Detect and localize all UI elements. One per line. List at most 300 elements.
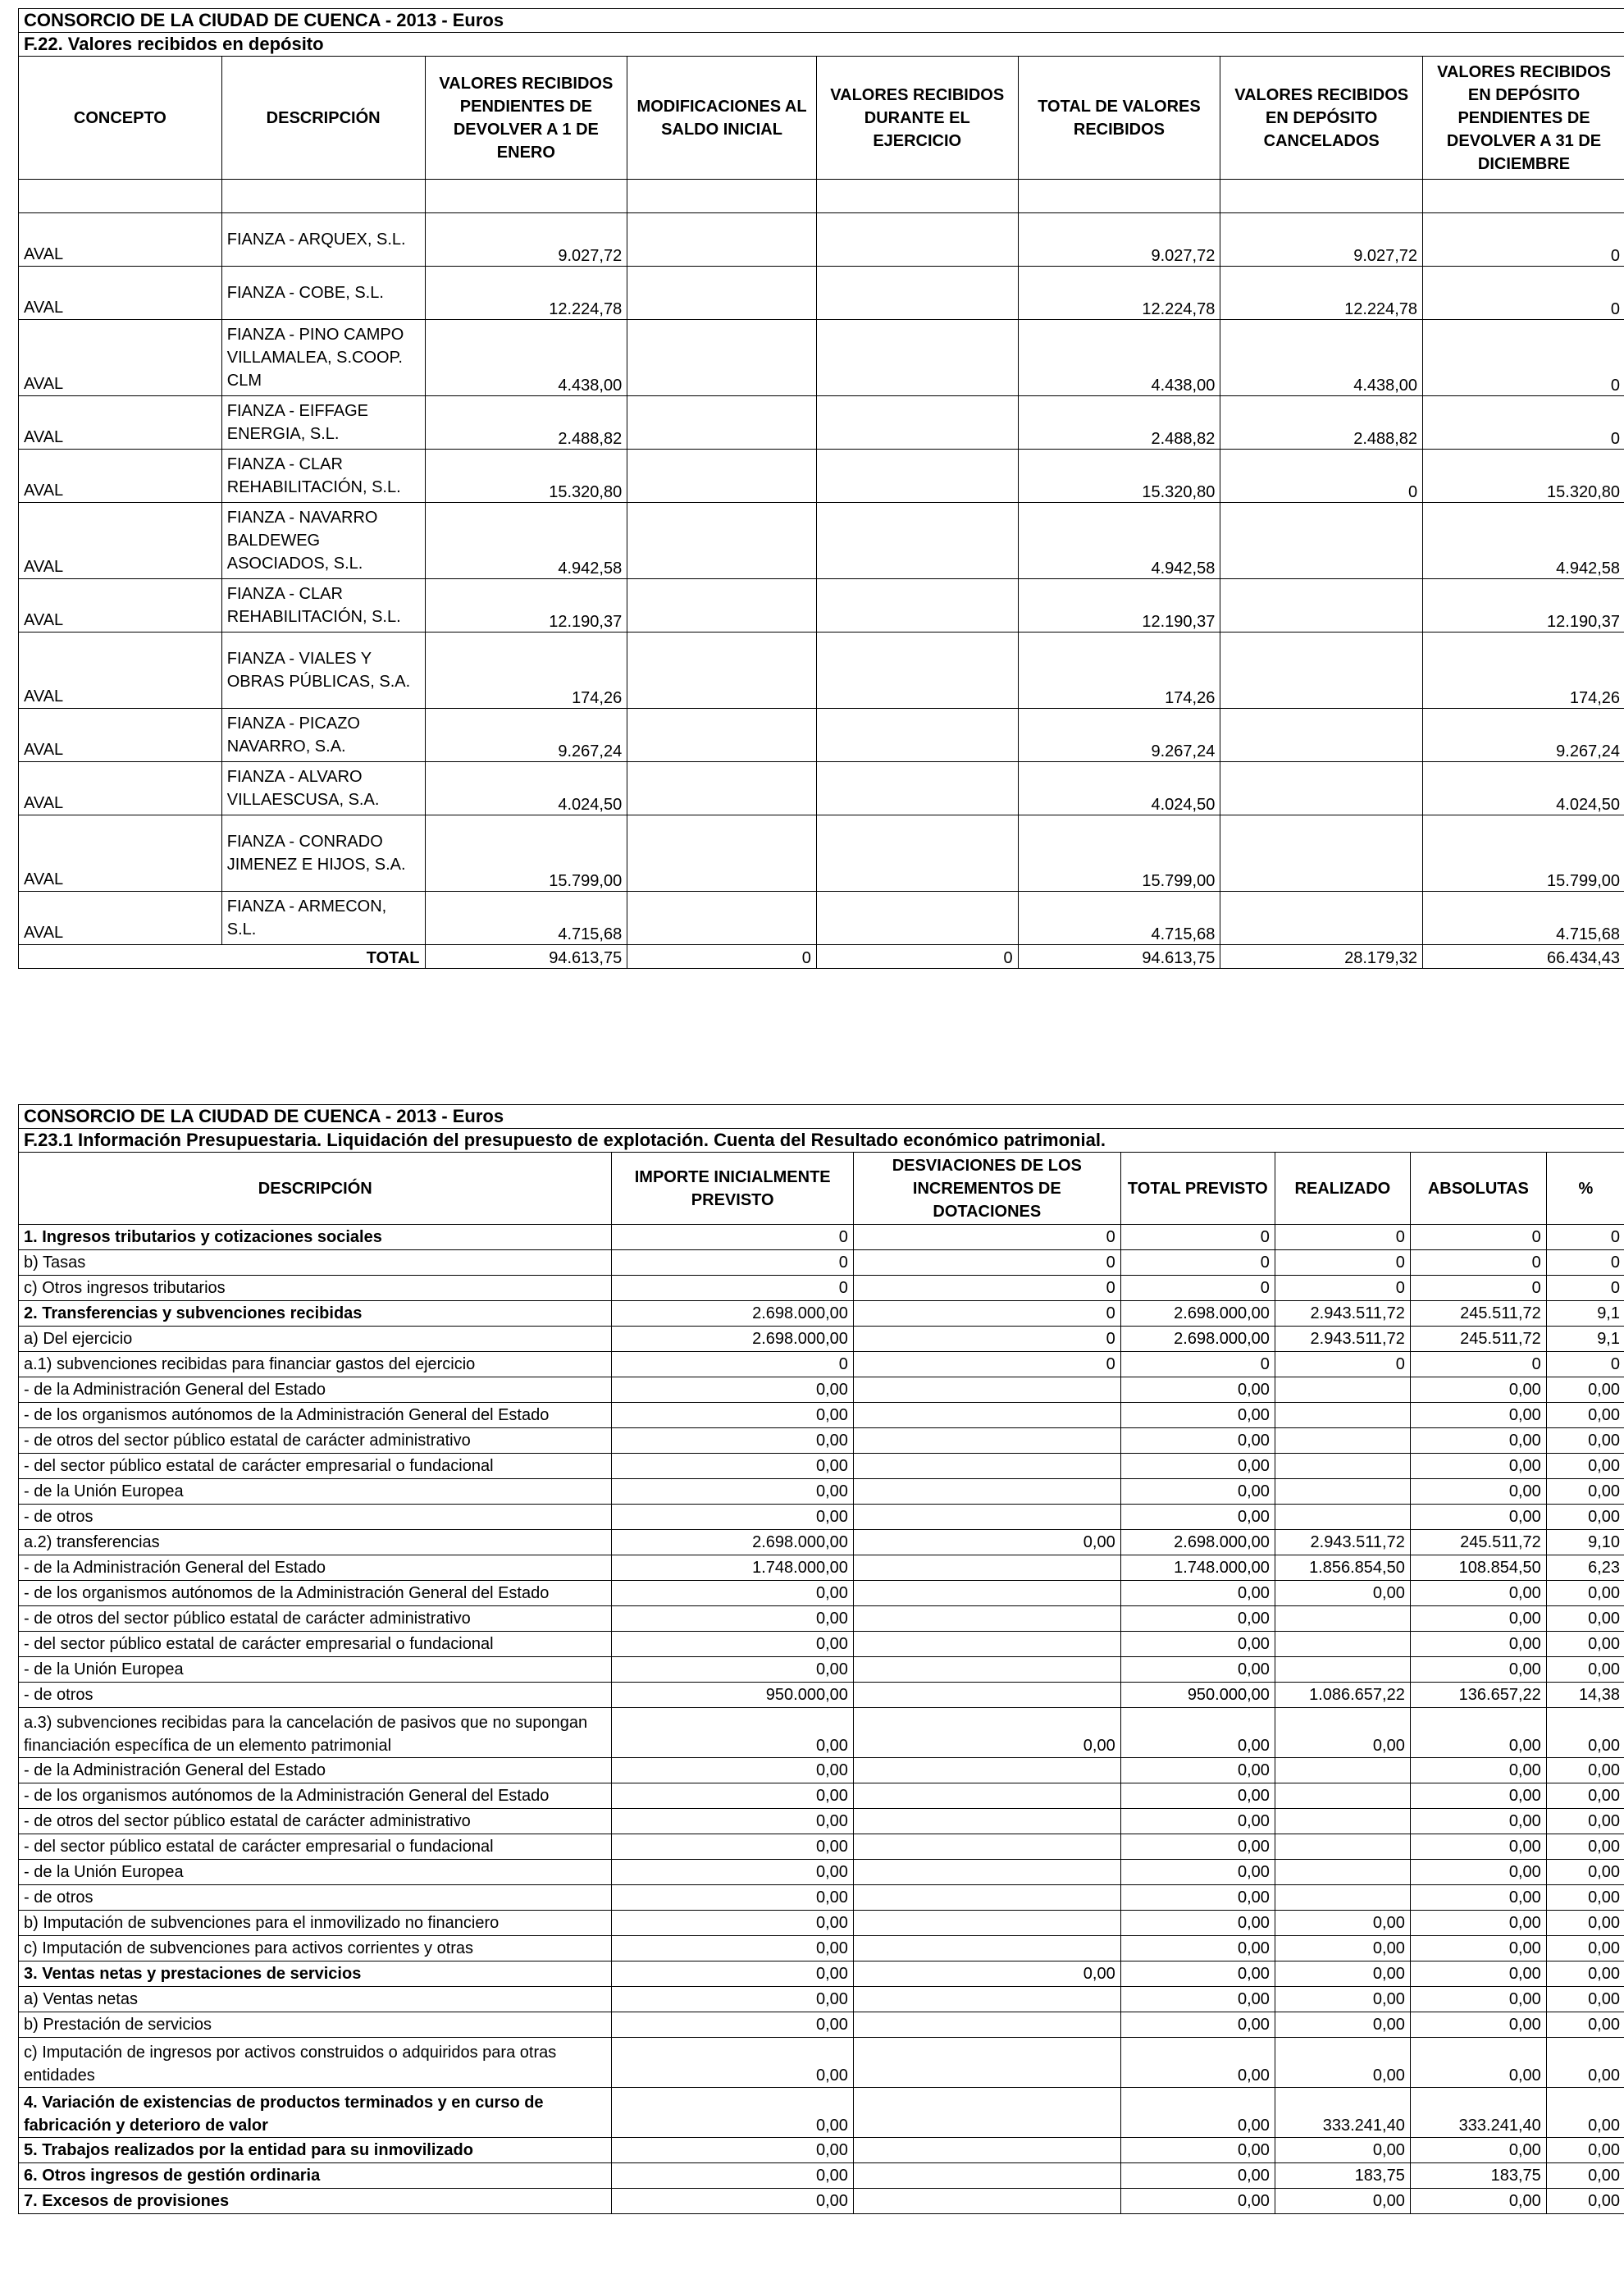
amount-cell: 0,00 [1410,1758,1546,1783]
amount-cell [853,2038,1120,2088]
amount-cell [1220,579,1423,633]
amount-cell: 174,26 [1423,633,1624,709]
table-row [19,1301,1624,1327]
amount-cell [816,815,1018,892]
amount-cell: 0 [1275,1250,1410,1276]
amount-cell: 0 [1410,1250,1546,1276]
amount-cell: 0 [1423,213,1624,267]
amount-cell: 6,23 [1546,1555,1624,1581]
amount-cell: 14,38 [1546,1683,1624,1708]
amount-cell: 0 [612,1276,853,1301]
amount-cell: 0,00 [1120,2189,1275,2214]
amount-cell: 0,00 [612,1632,853,1657]
amount-cell: 15.320,80 [425,450,627,503]
amount-cell: 0,00 [1410,1885,1546,1911]
amount-cell [1275,1758,1410,1783]
amount-cell: 0,00 [1120,1961,1275,1987]
amount-cell: 950.000,00 [1120,1683,1275,1708]
amount-cell: 0,00 [1120,2138,1275,2163]
amount-cell [853,2012,1120,2038]
amount-cell: 0,00 [1120,1911,1275,1936]
amount-cell: 0 [612,1352,853,1377]
table2-header-row [19,1153,1624,1225]
amount-cell: 0,00 [1410,1708,1546,1758]
amount-cell: 0,00 [1546,1454,1624,1479]
descripcion-cell: FIANZA - CLAR REHABILITACIÓN, S.L. [221,450,425,503]
col-header: TOTAL PREVISTO [1120,1153,1275,1225]
amount-cell: 9,1 [1546,1327,1624,1352]
descripcion-cell: - de otros [19,1683,612,1708]
amount-cell: 1.748.000,00 [1120,1555,1275,1581]
amount-cell [853,2163,1120,2189]
table-row [19,1479,1624,1505]
amount-cell: 0,00 [612,1505,853,1530]
amount-cell: 0,00 [612,1834,853,1860]
descripcion-cell: - del sector público estatal de carácter empresarial o fundacional [19,1632,612,1657]
amount-cell: 0,00 [612,1377,853,1403]
amount-cell: 4.715,68 [425,892,627,945]
amount-cell: 0 [1423,320,1624,396]
amount-cell: 15.799,00 [1018,815,1220,892]
amount-cell: 0,00 [1410,2038,1546,2088]
amount-cell: 0,00 [1120,2038,1275,2088]
amount-cell: 0,00 [612,2088,853,2138]
amount-cell: 0,00 [1120,2012,1275,2038]
col-header: MODIFICACIONES AL SALDO INICIAL [627,57,817,180]
col-header: VALORES RECIBIDOS EN DEPÓSITO PENDIENTES DE DEVOLVER A 31 DE DICIEMBRE [1423,57,1624,180]
table-row [19,1606,1624,1632]
table-row [19,503,1624,579]
col-header: % [1546,1153,1624,1225]
amount-cell: 183,75 [1275,2163,1410,2189]
amount-cell: 4.438,00 [425,320,627,396]
amount-cell [1275,1403,1410,1428]
table-row [19,1428,1624,1454]
descripcion-cell: FIANZA - EIFFAGE ENERGIA, S.L. [221,396,425,450]
amount-cell: 0,00 [1410,1936,1546,1961]
amount-cell: 333.241,40 [1275,2088,1410,2138]
amount-cell [1220,762,1423,815]
amount-cell: 0,00 [1275,2012,1410,2038]
concepto-cell: AVAL [19,892,222,945]
total-amount-cell: 94.613,75 [1018,945,1220,969]
col-header: REALIZADO [1275,1153,1410,1225]
table1-spacer-row [19,180,1624,213]
amount-cell [627,396,817,450]
table-row [19,1911,1624,1936]
amount-cell: 0,00 [612,1936,853,1961]
table-row [19,1708,1624,1758]
amount-cell [627,762,817,815]
amount-cell [627,213,817,267]
amount-cell: 0,00 [1275,1936,1410,1961]
table2-title: CONSORCIO DE LA CIUDAD DE CUENCA - 2013 - Euros [19,1105,1624,1129]
amount-cell: 0 [1120,1225,1275,1250]
amount-cell [1220,503,1423,579]
amount-cell: 0 [1410,1352,1546,1377]
amount-cell: 9.267,24 [425,709,627,762]
amount-cell: 4.942,58 [425,503,627,579]
amount-cell: 0,00 [1546,1987,1624,2012]
amount-cell: 12.224,78 [1018,267,1220,320]
amount-cell: 9,10 [1546,1530,1624,1555]
amount-cell: 0 [1546,1352,1624,1377]
descripcion-cell: b) Imputación de subvenciones para el inmovilizado no financiero [19,1911,612,1936]
descripcion-cell: - del sector público estatal de carácter empresarial o fundacional [19,1834,612,1860]
table-row [19,1936,1624,1961]
amount-cell: 0,00 [1120,1581,1275,1606]
descripcion-cell: c) Imputación de ingresos por activos construidos o adquiridos para otras entidades [19,2038,612,2088]
concepto-cell: AVAL [19,213,222,267]
amount-cell [853,2189,1120,2214]
amount-cell: 0 [1120,1250,1275,1276]
table-row [19,2163,1624,2189]
table-row [19,1530,1624,1555]
amount-cell: 0,00 [1546,2189,1624,2214]
descripcion-cell: b) Tasas [19,1250,612,1276]
amount-cell: 4.715,68 [1018,892,1220,945]
total-amount-cell: 28.179,32 [1220,945,1423,969]
amount-cell [853,1479,1120,1505]
amount-cell: 0,00 [1410,1403,1546,1428]
amount-cell: 0,00 [1120,1834,1275,1860]
descripcion-cell: a.1) subvenciones recibidas para financiar gastos del ejercicio [19,1352,612,1377]
table-row [19,1352,1624,1377]
amount-cell: 0,00 [612,1809,853,1834]
col-header: DESCRIPCIÓN [221,57,425,180]
descripcion-cell: b) Prestación de servicios [19,2012,612,2038]
amount-cell: 0,00 [1120,1987,1275,2012]
amount-cell: 12.190,37 [1423,579,1624,633]
table-row [19,1834,1624,1860]
amount-cell: 0,00 [1546,1860,1624,1885]
amount-cell [627,815,817,892]
amount-cell: 4.024,50 [1423,762,1624,815]
amount-cell: 12.190,37 [425,579,627,633]
descripcion-cell: FIANZA - PICAZO NAVARRO, S.A. [221,709,425,762]
amount-cell: 0 [853,1225,1120,1250]
amount-cell: 15.320,80 [1018,450,1220,503]
descripcion-cell: - de los organismos autónomos de la Administración General del Estado [19,1783,612,1809]
amount-cell: 0,00 [1410,1783,1546,1809]
table-row [19,762,1624,815]
descripcion-cell: - de la Administración General del Estado [19,1377,612,1403]
amount-cell [1275,1783,1410,1809]
amount-cell: 0,00 [1546,1758,1624,1783]
amount-cell: 0,00 [1546,1783,1624,1809]
total-label: TOTAL [19,945,426,969]
amount-cell [816,633,1018,709]
amount-cell: 2.698.000,00 [612,1530,853,1555]
table-row [19,1961,1624,1987]
descripcion-cell: FIANZA - ALVARO VILLAESCUSA, S.A. [221,762,425,815]
table1-subtitle: F.22. Valores recibidos en depósito [19,33,1624,57]
amount-cell: 0,00 [1120,1936,1275,1961]
amount-cell [816,396,1018,450]
amount-cell: 0,00 [612,1758,853,1783]
amount-cell: 0,00 [1275,1708,1410,1758]
amount-cell: 0 [1410,1276,1546,1301]
amount-cell: 0,00 [612,1708,853,1758]
descripcion-cell: 6. Otros ingresos de gestión ordinaria [19,2163,612,2189]
amount-cell [853,1987,1120,2012]
amount-cell: 0,00 [612,1606,853,1632]
table-row [19,1377,1624,1403]
col-header: ABSOLUTAS [1410,1153,1546,1225]
amount-cell: 0,00 [1275,1961,1410,1987]
descripcion-cell: FIANZA - COBE, S.L. [221,267,425,320]
amount-cell: 0 [1275,1276,1410,1301]
amount-cell: 0,00 [1546,1403,1624,1428]
amount-cell: 0,00 [1120,1657,1275,1683]
amount-cell: 0 [1546,1276,1624,1301]
amount-cell: 2.943.511,72 [1275,1327,1410,1352]
amount-cell: 245.511,72 [1410,1530,1546,1555]
amount-cell: 0,00 [1120,1505,1275,1530]
amount-cell: 0,00 [1120,1708,1275,1758]
amount-cell [627,320,817,396]
amount-cell [1275,1428,1410,1454]
amount-cell: 2.698.000,00 [1120,1301,1275,1327]
amount-cell: 0,00 [1410,1454,1546,1479]
amount-cell: 0,00 [612,1885,853,1911]
table-row [19,2189,1624,2214]
descripcion-cell: FIANZA - PINO CAMPO VILLAMALEA, S.COOP. CLM [221,320,425,396]
table-row [19,1327,1624,1352]
table-row [19,1250,1624,1276]
amount-cell [853,2138,1120,2163]
amount-cell: 0,00 [853,1708,1120,1758]
amount-cell: 0,00 [1120,1632,1275,1657]
amount-cell: 0,00 [1546,1377,1624,1403]
concepto-cell: AVAL [19,267,222,320]
amount-cell: 0 [853,1301,1120,1327]
amount-cell: 0,00 [612,1987,853,2012]
amount-cell: 9.267,24 [1018,709,1220,762]
amount-cell: 2.698.000,00 [612,1327,853,1352]
amount-cell: 9.027,72 [1220,213,1423,267]
amount-cell: 0,00 [1410,1581,1546,1606]
amount-cell: 0 [1220,450,1423,503]
amount-cell: 0,00 [1120,1885,1275,1911]
amount-cell: 0,00 [612,1403,853,1428]
amount-cell: 0,00 [1410,1657,1546,1683]
amount-cell [853,1936,1120,1961]
amount-cell [853,1783,1120,1809]
presupuesto-explotacion-table [18,1104,1624,2214]
table-row [19,1809,1624,1834]
amount-cell: 0,00 [612,2012,853,2038]
descripcion-cell: 1. Ingresos tributarios y cotizaciones sociales [19,1225,612,1250]
amount-cell [816,320,1018,396]
amount-cell: 108.854,50 [1410,1555,1546,1581]
amount-cell [853,1885,1120,1911]
descripcion-cell: 7. Excesos de provisiones [19,2189,612,2214]
amount-cell: 2.943.511,72 [1275,1530,1410,1555]
amount-cell [1275,1377,1410,1403]
amount-cell [816,450,1018,503]
amount-cell: 2.698.000,00 [1120,1327,1275,1352]
concepto-cell: AVAL [19,633,222,709]
amount-cell: 0,00 [1120,1606,1275,1632]
amount-cell: 0,00 [1546,1632,1624,1657]
total-amount-cell: 0 [627,945,817,969]
descripcion-cell: - de los organismos autónomos de la Administración General del Estado [19,1403,612,1428]
amount-cell: 0 [1423,267,1624,320]
amount-cell: 0,00 [1546,2038,1624,2088]
descripcion-cell: 5. Trabajos realizados por la entidad para su inmovilizado [19,2138,612,2163]
table-row [19,1758,1624,1783]
table-row [19,2138,1624,2163]
amount-cell [1220,709,1423,762]
amount-cell [1275,1657,1410,1683]
amount-cell [853,1683,1120,1708]
amount-cell: 333.241,40 [1410,2088,1546,2138]
amount-cell [1220,633,1423,709]
amount-cell: 0,00 [1410,1987,1546,2012]
amount-cell: 0,00 [1546,1479,1624,1505]
col-header: VALORES RECIBIDOS EN DEPÓSITO CANCELADOS [1220,57,1423,180]
amount-cell: 0,00 [1410,2012,1546,2038]
amount-cell: 0,00 [1275,2189,1410,2214]
descripcion-cell: FIANZA - ARQUEX, S.L. [221,213,425,267]
amount-cell: 0 [853,1276,1120,1301]
amount-cell: 2.698.000,00 [1120,1530,1275,1555]
amount-cell [853,2088,1120,2138]
amount-cell: 0,00 [1546,1936,1624,1961]
col-header: CONCEPTO [19,57,222,180]
table-row [19,579,1624,633]
amount-cell: 9.027,72 [425,213,627,267]
amount-cell: 0,00 [1120,1809,1275,1834]
amount-cell: 0,00 [1546,2012,1624,2038]
col-header: DESVIACIONES DE LOS INCREMENTOS DE DOTACIONES [853,1153,1120,1225]
amount-cell: 0 [1275,1352,1410,1377]
amount-cell: 12.224,78 [1220,267,1423,320]
amount-cell: 0 [1423,396,1624,450]
amount-cell: 0,00 [1275,1581,1410,1606]
amount-cell: 4.438,00 [1220,320,1423,396]
descripcion-cell: - de la Unión Europea [19,1479,612,1505]
amount-cell [853,1632,1120,1657]
amount-cell: 4.024,50 [425,762,627,815]
amount-cell [1275,1606,1410,1632]
amount-cell: 0,00 [1546,2163,1624,2189]
table-row [19,1860,1624,1885]
amount-cell: 0,00 [1275,2138,1410,2163]
descripcion-cell: - de la Unión Europea [19,1860,612,1885]
table-row [19,815,1624,892]
amount-cell: 0,00 [1410,1428,1546,1454]
descripcion-cell: - de los organismos autónomos de la Administración General del Estado [19,1581,612,1606]
amount-cell [816,267,1018,320]
amount-cell: 245.511,72 [1410,1301,1546,1327]
amount-cell: 12.190,37 [1018,579,1220,633]
amount-cell: 0 [853,1352,1120,1377]
amount-cell [853,1505,1120,1530]
amount-cell: 0,00 [612,1428,853,1454]
amount-cell: 183,75 [1410,2163,1546,2189]
amount-cell: 0,00 [612,2038,853,2088]
amount-cell [853,1555,1120,1581]
table-row [19,450,1624,503]
amount-cell: 2.488,82 [425,396,627,450]
amount-cell: 9.027,72 [1018,213,1220,267]
amount-cell [853,1758,1120,1783]
amount-cell: 0,00 [612,1657,853,1683]
descripcion-cell: a.3) subvenciones recibidas para la cancelación de pasivos que no supongan financiación específica de un elemento patrimonial [19,1708,612,1758]
table-row [19,1581,1624,1606]
amount-cell: 0,00 [1546,1505,1624,1530]
amount-cell: 1.748.000,00 [612,1555,853,1581]
amount-cell [627,579,817,633]
amount-cell: 0,00 [1120,1758,1275,1783]
concepto-cell: AVAL [19,709,222,762]
amount-cell [853,1428,1120,1454]
amount-cell: 0,00 [1546,1708,1624,1758]
table-row [19,1783,1624,1809]
amount-cell [1275,1834,1410,1860]
amount-cell [1275,1860,1410,1885]
amount-cell: 136.657,22 [1410,1683,1546,1708]
table-row [19,1885,1624,1911]
table-row [19,396,1624,450]
amount-cell [853,1834,1120,1860]
table-row [19,2088,1624,2138]
amount-cell: 9,1 [1546,1301,1624,1327]
descripcion-cell: - de otros del sector público estatal de carácter administrativo [19,1428,612,1454]
amount-cell: 0 [1546,1250,1624,1276]
amount-cell [627,503,817,579]
descripcion-cell: 4. Variación de existencias de productos terminados y en curso de fabricación y deterioro de valor [19,2088,612,2138]
table-row [19,1987,1624,2012]
amount-cell: 2.488,82 [1220,396,1423,450]
table-row [19,2012,1624,2038]
amount-cell [853,1454,1120,1479]
amount-cell: 0 [853,1250,1120,1276]
descripcion-cell: FIANZA - VIALES Y OBRAS PÚBLICAS, S.A. [221,633,425,709]
amount-cell: 174,26 [1018,633,1220,709]
amount-cell [627,450,817,503]
amount-cell: 0,00 [612,1961,853,1987]
descripcion-cell: a.2) transferencias [19,1530,612,1555]
amount-cell: 2.698.000,00 [612,1301,853,1327]
descripcion-cell: FIANZA - CONRADO JIMENEZ E HIJOS, S.A. [221,815,425,892]
amount-cell: 15.320,80 [1423,450,1624,503]
amount-cell: 0,00 [1410,1860,1546,1885]
amount-cell: 0,00 [1120,1428,1275,1454]
amount-cell [627,892,817,945]
amount-cell: 0,00 [612,1581,853,1606]
amount-cell [1275,1479,1410,1505]
amount-cell: 0,00 [1410,1632,1546,1657]
col-header: DESCRIPCIÓN [19,1153,612,1225]
table-row [19,1555,1624,1581]
amount-cell: 0 [612,1225,853,1250]
descripcion-cell: c) Imputación de subvenciones para activos corrientes y otras [19,1936,612,1961]
amount-cell: 0,00 [612,1860,853,1885]
valores-recibidos-table [18,8,1624,969]
descripcion-cell: c) Otros ingresos tributarios [19,1276,612,1301]
total-amount-cell: 94.613,75 [425,945,627,969]
amount-cell: 174,26 [425,633,627,709]
amount-cell: 0 [612,1250,853,1276]
amount-cell: 2.488,82 [1018,396,1220,450]
table-row [19,1225,1624,1250]
amount-cell [853,1377,1120,1403]
amount-cell: 4.942,58 [1423,503,1624,579]
amount-cell: 0,00 [1275,1987,1410,2012]
